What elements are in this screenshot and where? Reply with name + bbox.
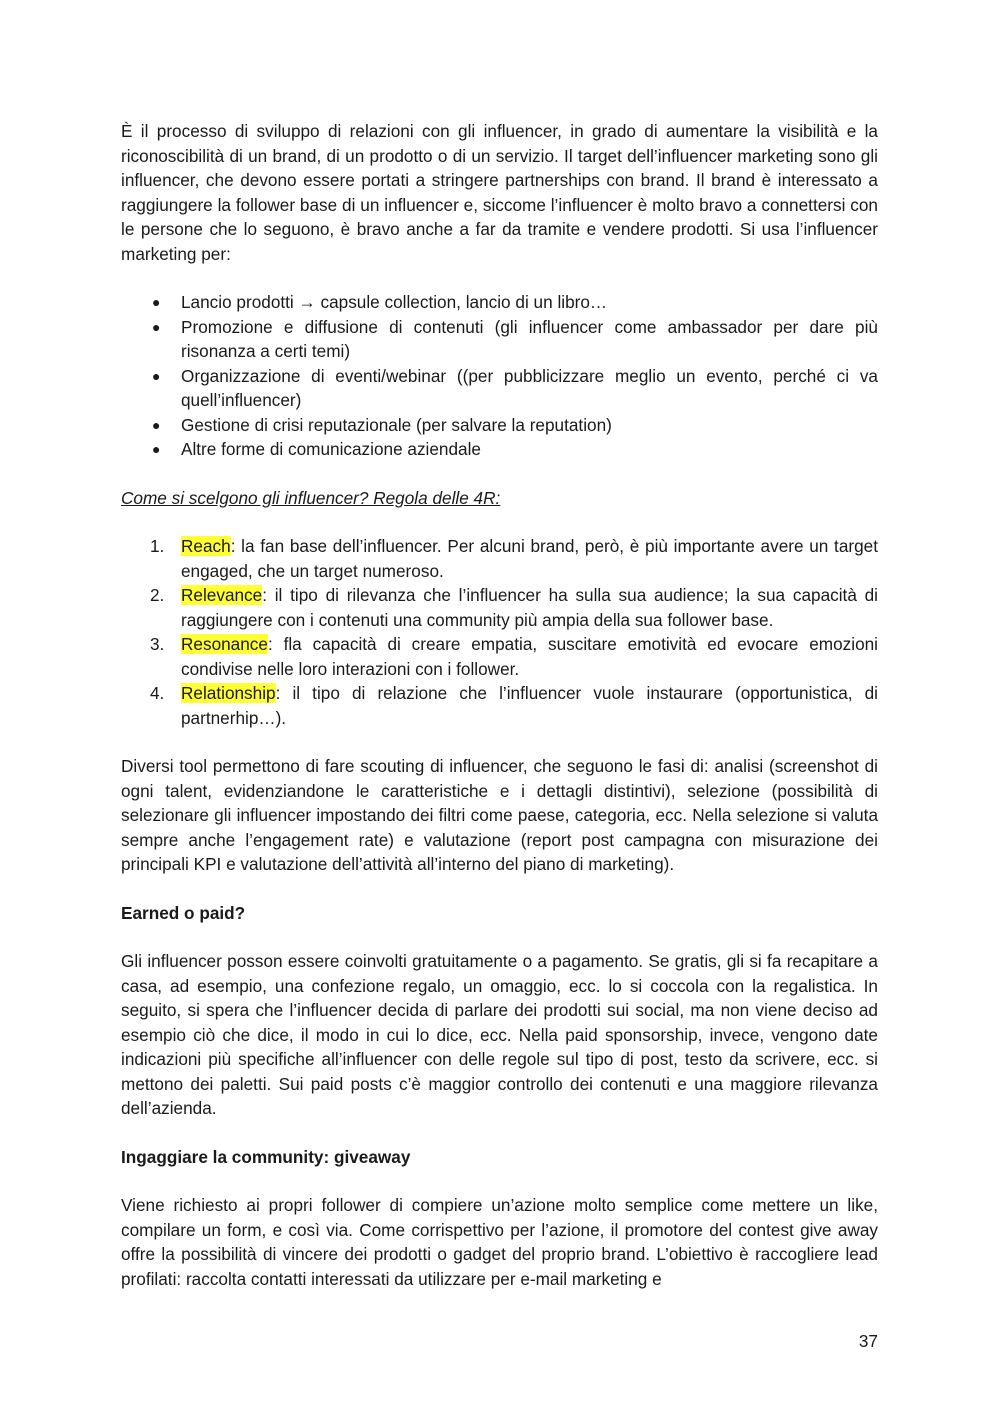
list-item-text: Lancio prodotti → capsule collection, lancio di un libro… [181, 292, 608, 312]
list-number: 4. [150, 683, 165, 703]
list-item [121, 437, 878, 462]
bullet-icon: ● [152, 441, 161, 457]
rules-numbered-list [121, 534, 878, 730]
uses-bullet-list [121, 290, 878, 462]
list-item [121, 364, 878, 413]
list-item-text: Gestione di crisi reputazionale (per salvare la reputation) [181, 414, 612, 435]
tools-paragraph: Diversi tool permettono di fare scouting di influencer, che seguono le fasi di: analisi (screenshot di ogni talent, evidenziandone le caratteristiche e i dettagli distintivi), selezione (possibilità di selezionare gli influencer impostando dei filtri come paese, categoria, ecc. Nella selezione si valuta sempre anche l’engagement rate) e valutazione (report post campagna con misurazione dei principali KPI e valutazione dell’attività all’interno del piano di marketing). [121, 756, 878, 874]
list-number: 3. [150, 634, 165, 654]
list-item [121, 681, 878, 730]
list-number: 2. [150, 585, 165, 605]
bullet-icon: ● [152, 294, 161, 310]
list-item-text: : fla capacità di creare empatia, suscitare emotività ed evocare emozioni condivise nelle loro interazioni con i follower. [181, 634, 878, 679]
bullet-icon: ● [152, 416, 161, 433]
list-item [121, 534, 878, 583]
rules-heading: Come si scelgono gli influencer? Regola delle 4R: [121, 487, 501, 508]
list-item-text: : il tipo di relazione che l’influencer vuole instaurare (opportunistica, di partnerhip…). [181, 683, 878, 728]
giveaway-paragraph: Viene richiesto ai propri follower di compiere un’azione molto semplice come mettere un like, compilare un form, e così via. Come corrispettivo per l’azione, il promotore del contest give away offre la possibilità di vincere dei prodotti o gadget del proprio brand. L’obiettivo è raccogliere lead profilati: raccolta contatti interessati da utilizzare per e-mail marketing e [121, 1195, 878, 1289]
list-item-text: Promozione e diffusione di contenuti (gli influencer come ambassador per dare più risonanza a certi temi) [181, 316, 878, 361]
list-item [121, 632, 878, 681]
document-page [121, 119, 878, 1291]
giveaway-heading: Ingaggiare la community: giveaway [121, 1146, 411, 1167]
bullet-icon: ● [152, 318, 161, 335]
page-number: 37 [858, 1331, 878, 1351]
list-item [121, 315, 878, 364]
highlighted-term: Relationship [181, 683, 276, 703]
intro-paragraph: È il processo di sviluppo di relazioni con gli influencer, in grado di aumentare la visibilità e la riconoscibilità di un brand, di un prodotto o di un servizio. Il target dell’influencer marketing sono gli influencer, che devono essere portati a stringere partnerships con brand. Il brand è interessato a raggiungere la follower base di un influencer e, siccome l’influencer è molto bravo a connettersi con le persone che lo seguono, è bravo anche a far da tramite e vendere prodotti. Si usa l’influencer marketing per: [121, 121, 878, 264]
list-item-text: Organizzazione di eventi/webinar ((per pubblicizzare meglio un evento, perché ci va quell’influencer) [181, 365, 878, 410]
list-item-text: : la fan base dell’influencer. Per alcuni brand, però, è più importante avere un target engaged, che un target numeroso. [181, 536, 878, 581]
list-item [121, 290, 878, 315]
earned-paragraph: Gli influencer posson essere coinvolti gratuitamente o a pagamento. Se gratis, gli si fa recapitare a casa, ad esempio, una confezione regalo, un omaggio, ecc. lo si coccola con la regalistica. In seguito, si spera che l’influencer decida di parlare dei prodotti sui social, ma non viene deciso ad esempio ciò che dice, il modo in cui lo dice, ecc. Nella paid sponsorship, invece, vengono date indicazioni più specifiche all’influencer con delle regole sul tipo di post, testo da scrivere, ecc. si mettono dei paletti. Sui paid posts c’è maggior controllo dei contenuti e una maggiore rilevanza dell’azienda. [121, 951, 878, 1118]
highlighted-term: Relevance [181, 585, 263, 605]
bullet-icon: ● [152, 367, 161, 384]
list-item-text: : il tipo di rilevanza che l’influencer ha sulla sua audience; la sua capacità di raggiungere con i contenuti una community più ampia della sua follower base. [181, 585, 878, 630]
list-item [121, 583, 878, 632]
highlighted-term: Reach [181, 536, 231, 556]
list-number: 1. [150, 536, 165, 556]
highlighted-term: Resonance [181, 634, 268, 654]
earned-heading: Earned o paid? [121, 902, 246, 923]
list-item-text: Altre forme di comunicazione aziendale [181, 439, 481, 459]
list-item [121, 413, 878, 438]
